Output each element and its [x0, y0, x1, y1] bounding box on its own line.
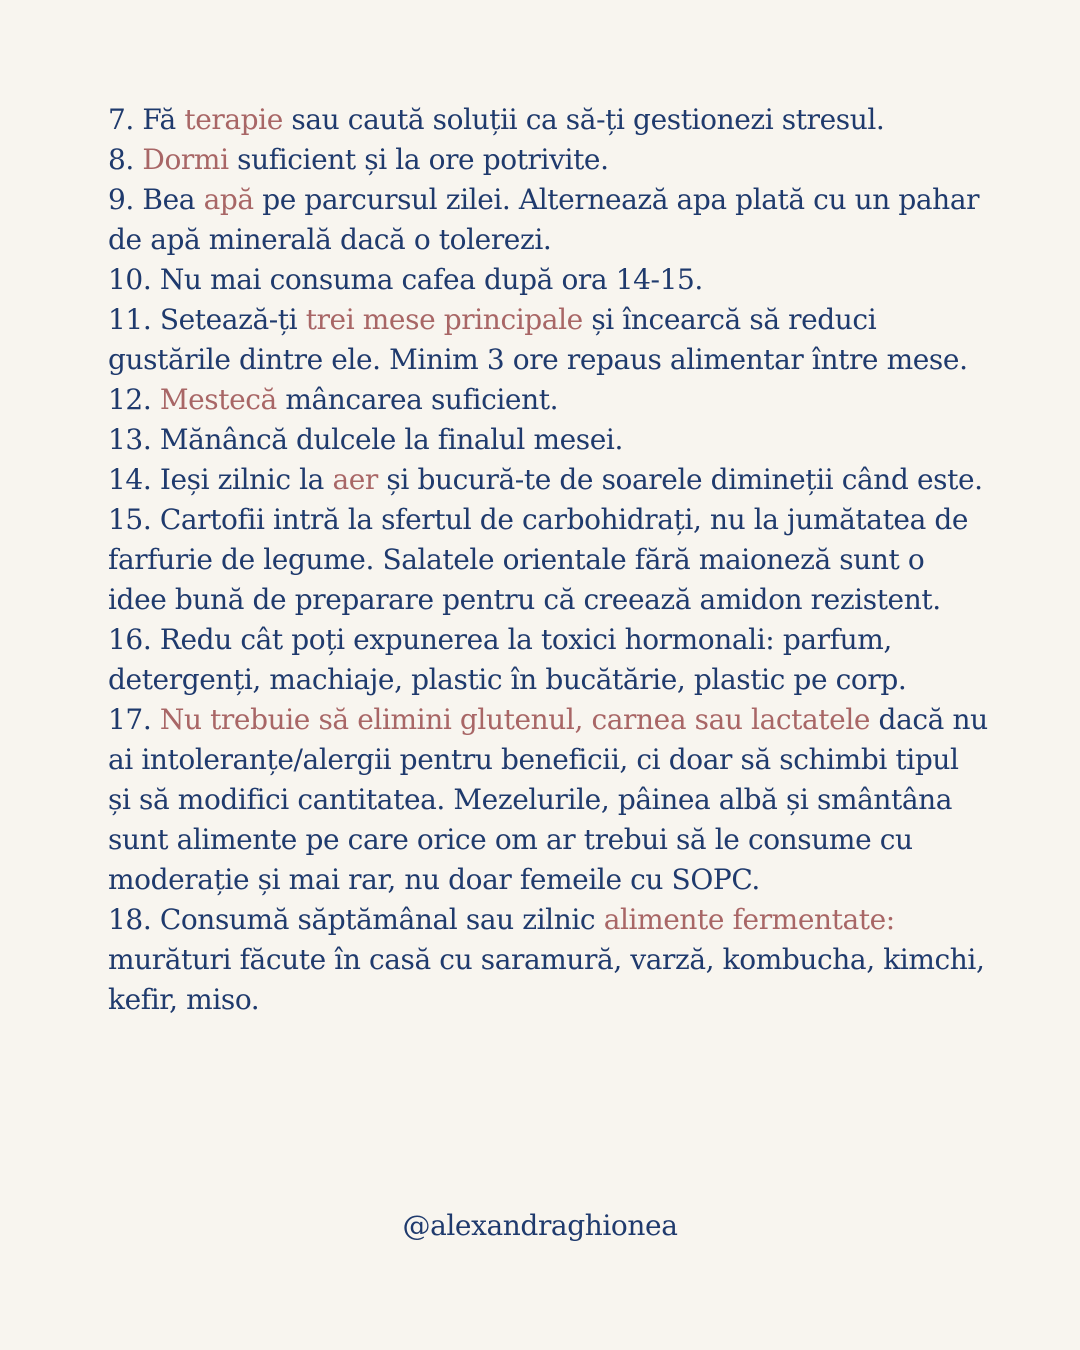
- tip-item: [108, 500, 988, 620]
- tip-highlight: alimente fermentate:: [603, 903, 895, 936]
- tip-text: 16. Redu cât poți expunerea la toxici hormonali: parfum, detergenți, machiaje, plastic în bucătărie, plastic pe corp.: [108, 623, 907, 696]
- tip-text: 14. Ieși zilnic la: [108, 463, 333, 496]
- tip-text: pe parcursul zilei. Alternează apa plată cu un pahar de apă minerală dacă o tolerezi.: [108, 183, 980, 256]
- tip-highlight: Dormi: [142, 143, 229, 176]
- tip-item: [108, 620, 988, 700]
- tip-text: 8.: [108, 143, 143, 176]
- tip-item: [108, 700, 988, 900]
- tip-item: [108, 300, 988, 380]
- tip-highlight: Mestecă: [159, 383, 277, 416]
- tip-item: [108, 100, 988, 140]
- tip-item: [108, 900, 988, 1020]
- tip-item: [108, 420, 988, 460]
- tip-highlight: terapie: [184, 103, 283, 136]
- tip-text: murături făcute în casă cu saramură, varză, kombucha, kimchi, kefir, miso.: [108, 943, 985, 1016]
- tip-item: [108, 380, 988, 420]
- tip-text: 18. Consumă săptămânal sau zilnic: [108, 903, 604, 936]
- tip-text: 12.: [108, 383, 160, 416]
- author-handle: @alexandraghionea: [402, 1209, 678, 1242]
- tip-item: [108, 140, 988, 180]
- tip-text: 10. Nu mai consuma cafea după ora 14-15.: [108, 263, 703, 296]
- tip-text: 11. Setează-ți: [108, 303, 306, 336]
- tip-highlight: trei mese principale: [305, 303, 583, 336]
- tip-text: suficient și la ore potrivite.: [228, 143, 609, 176]
- tip-text: 13. Mănâncă dulcele la finalul mesei.: [108, 423, 623, 456]
- tip-text: 15. Cartofii intră la sfertul de carbohidrați, nu la jumătatea de farfurie de legume. Salatele orientale fără maioneză sunt o idee bună de preparare pentru că creează amidon rezistent.: [108, 503, 969, 616]
- tip-item: [108, 460, 988, 500]
- tip-text: și bucură-te de soarele dimineții când este.: [377, 463, 983, 496]
- tip-highlight: Nu trebuie să elimini glutenul, carnea sau lactatele: [159, 703, 871, 736]
- tip-text: dacă nu ai intoleranțe/alergii pentru beneficii, ci doar să schimbi tipul și să modifici cantitatea. Mezelurile, pâinea albă și smântâna sunt alimente pe care orice om ar trebui să le consume cu moderație și mai rar, nu doar femeile cu SOPC.: [108, 703, 988, 896]
- tip-text: 17.: [108, 703, 160, 736]
- tips-list: [108, 100, 988, 1020]
- tip-highlight: apă: [203, 183, 254, 216]
- tip-highlight: aer: [332, 463, 378, 496]
- tip-item: [108, 260, 988, 300]
- tip-text: și încearcă să reduci gustările dintre ele. Minim 3 ore repaus alimentar între mese.: [108, 303, 968, 376]
- tip-text: sau caută soluții ca să-ți gestionezi stresul.: [282, 103, 885, 136]
- tip-text: mâncarea suficient.: [276, 383, 559, 416]
- tip-item: [108, 180, 988, 260]
- tip-text: 7. Fă: [108, 103, 185, 136]
- tip-text: 9. Bea: [108, 183, 204, 216]
